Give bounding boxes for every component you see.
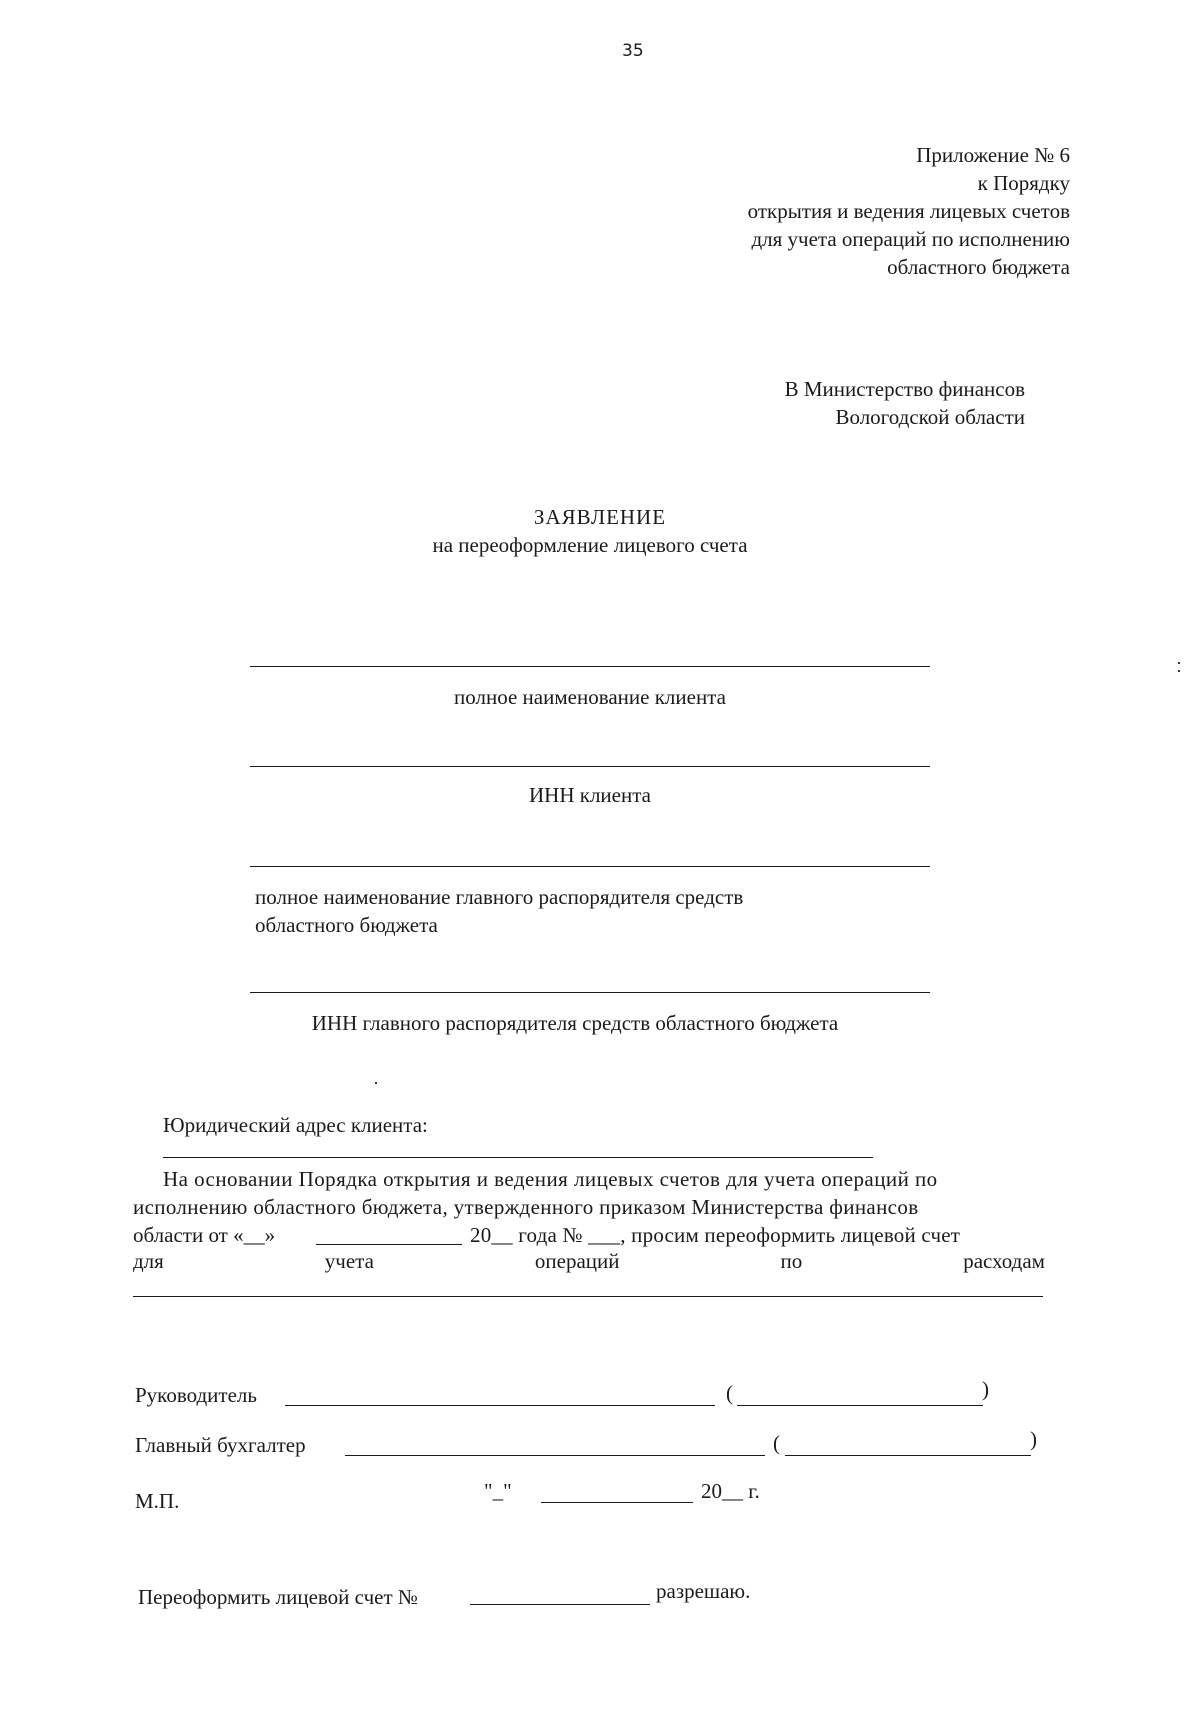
scan-speck (375, 1082, 377, 1084)
scan-speck-right-2 (1178, 670, 1180, 672)
client-name-caption: полное наименование клиента (454, 685, 726, 709)
body-line-4-word-3: операций (534, 1249, 620, 1273)
legal-address-label: Юридический адрес клиента: (163, 1113, 428, 1137)
client-inn-caption: ИНН клиента (529, 783, 651, 807)
seal-label: М.П. (135, 1489, 180, 1513)
approval-account-line (470, 1604, 650, 1605)
document-subtitle: на переоформление лицевого счета (432, 533, 748, 557)
appendix-line-4: для учета операций по исполнению (751, 227, 1070, 251)
legal-address-line (163, 1157, 873, 1158)
head-label: Руководитель (135, 1383, 257, 1407)
addressee-line-2: Вологодской области (835, 405, 1025, 429)
appendix-line-3: открытия и ведения лицевых счетов (747, 199, 1070, 223)
body-line-3b: 20__ года № ___, просим переоформить лицевой счет (470, 1223, 961, 1247)
body-line-2: исполнению областного бюджета, утвержденного приказом Министерства финансов (133, 1195, 919, 1219)
addressee-line-1: В Министерство финансов (784, 377, 1025, 401)
expenses-line (133, 1296, 1043, 1297)
scan-speck-right (1178, 662, 1180, 664)
manager-name-line (250, 866, 930, 867)
body-line-1: На основании Порядка открытия и ведения лицевых счетов для учета операций по (163, 1167, 938, 1191)
page-number: 35 (622, 41, 644, 61)
approval-suffix: разрешаю. (656, 1579, 751, 1603)
client-inn-line (250, 766, 930, 767)
accountant-label: Главный бухгалтер (135, 1433, 306, 1457)
date-month-line (541, 1502, 693, 1503)
date-year: 20__ г. (701, 1479, 760, 1503)
body-line-4-word-2: учета (324, 1249, 374, 1273)
order-date-month-line (316, 1244, 462, 1245)
body-line-4-word-5: расходам (963, 1249, 1045, 1273)
manager-inn-line (250, 992, 930, 993)
body-line-4-word-4: по (780, 1249, 803, 1273)
manager-inn-caption: ИНН главного распорядителя средств областного бюджета (311, 1011, 839, 1035)
accountant-signature-line (345, 1455, 765, 1456)
manager-name-caption-1: полное наименование главного распорядителя средств (255, 885, 744, 909)
body-line-4-word-1: для (133, 1249, 164, 1273)
approval-prefix: Переоформить лицевой счет № (138, 1585, 418, 1609)
accountant-paren-open: ( (773, 1431, 780, 1455)
document-title: ЗАЯВЛЕНИЕ (533, 505, 667, 529)
accountant-name-line (785, 1455, 1031, 1456)
body-line-4 (133, 1248, 1045, 1274)
appendix-line-2: к Порядку (977, 171, 1070, 195)
head-signature-line (285, 1405, 715, 1406)
date-day: "_" (484, 1479, 512, 1503)
head-name-line (737, 1405, 983, 1406)
body-line-3a: области от «__» (133, 1223, 276, 1247)
appendix-line-5: областного бюджета (887, 255, 1070, 279)
head-paren-close: ) (982, 1377, 989, 1401)
appendix-line-1: Приложение № 6 (916, 143, 1070, 167)
client-name-line (250, 666, 930, 667)
head-paren-open: ( (726, 1381, 733, 1405)
accountant-paren-close: ) (1030, 1427, 1037, 1451)
manager-name-caption-2: областного бюджета (255, 913, 438, 937)
